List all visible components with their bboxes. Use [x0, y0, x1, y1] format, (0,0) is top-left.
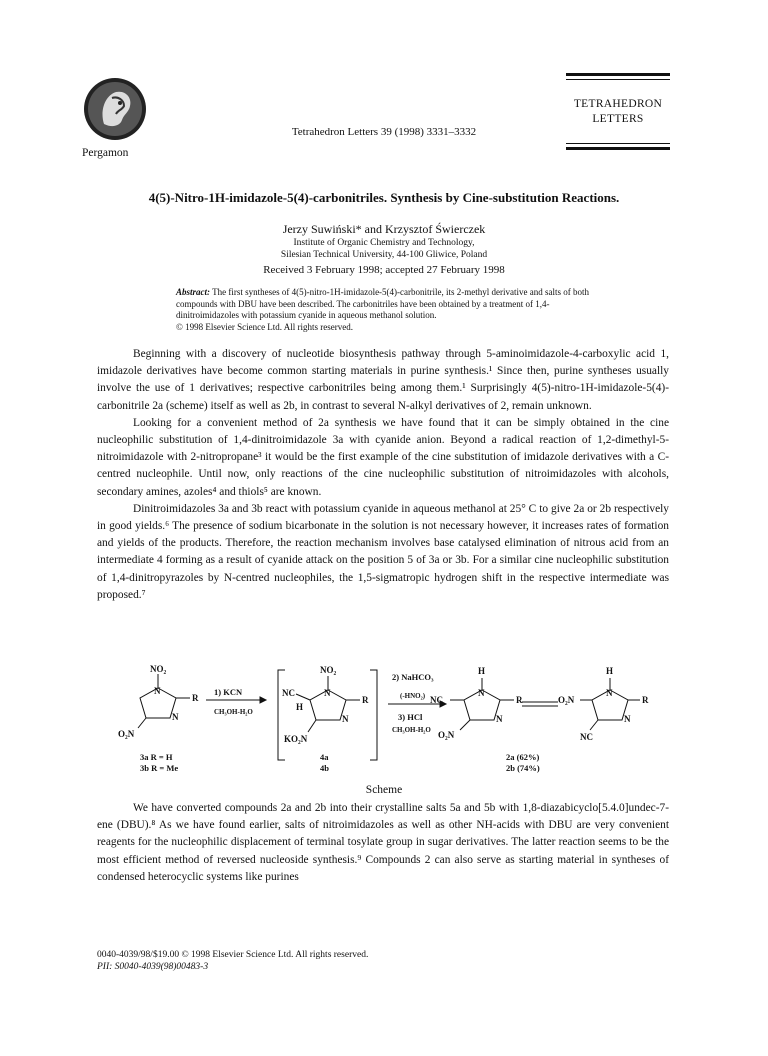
group-label: O₂N	[438, 730, 455, 740]
header-rule-top	[566, 73, 670, 76]
affiliation-line1: Institute of Organic Chemistry and Technology,	[293, 238, 475, 248]
journal-citation: Tetrahedron Letters 39 (1998) 3331–3332	[291, 126, 477, 138]
header-rule-bottom	[566, 147, 670, 150]
abstract-copyright: © 1998 Elsevier Science Ltd. All rights reserved.	[176, 321, 354, 332]
publisher-name: Pergamon	[82, 147, 129, 159]
solvent-label: CH₃OH-H₂O	[214, 708, 253, 716]
body-paragraph: Beginning with a discovery of nucleotide biosynthesis pathway through 5-aminoimidazole-4-carboxylic acid 1, imidazole derivatives have become common starting materials in purine synthesis.¹ Since then, purine syntheses usually involve the use of 1 derivatives; respective carbonitriles being among them.¹ Surprisingly 4(5)-nitro-1H-imidazole-5(4)-carbonitrile 2a (scheme) itself as well as 2b, in contrast to several N-alkyl derivatives of 2, remain unknown.	[97, 348, 669, 412]
atom-label: N	[324, 688, 331, 698]
atom-label: N	[154, 686, 161, 696]
atom-label: N	[172, 712, 179, 722]
group-label: R	[362, 695, 369, 705]
atom-label: N	[496, 714, 503, 724]
abstract	[176, 287, 596, 333]
journal-name	[566, 97, 670, 127]
group-label: NO₂	[320, 665, 337, 675]
journal-name-line2: LETTERS	[592, 113, 644, 125]
received-dates: Received 3 February 1998; accepted 27 February 1998	[263, 264, 505, 276]
body-paragraph: Looking for a convenient method of 2a synthesis we have found that it can be simply obtained in the cine nucleophilic substitution of 1,4-dinitroimidazole 3a with cyanide anion. Beyond a radical reaction of 1,2-dimethyl-5-nitroimidazole with 2-nitropropane³ it would be the first example of the cine substitution of imidazole derivatives with a C-centred nucleophile. Until now, only reactions of the cine nucleophilic substitution of nitroimidazoles with alcohols, secondary amines, azoles⁴ and thiols⁵ are known.	[97, 416, 669, 498]
atom-label: H	[478, 666, 486, 676]
reagent-label: 1) KCN	[214, 687, 243, 697]
atom-label: N	[478, 688, 485, 698]
reagent-label: 3) HCl	[398, 712, 423, 722]
group-label: O₂N	[558, 695, 575, 705]
footer-pii: PII: S0040-4039(98)00483-3	[97, 962, 209, 972]
atom-label: N	[342, 714, 349, 724]
authors: Jerzy Suwiński* and Krzysztof Świerczek	[282, 222, 486, 236]
scheme-caption: Scheme	[365, 784, 403, 796]
body-paragraph: Dinitroimidazoles 3a and 3b react with potassium cyanide in aqueous methanol at 25° C to give 2a or 2b respectively in good yields.⁶ The presence of sodium bicarbonate in the solution is not necessary however, it increases rates of formation and yields of the products. Therefore, the reaction mechanism involves base catalysed elimination of nitrous acid from an intermediate 4 forming as a result of cyanide attack on the position 5 of 3a or 3b. For a similar cine nucleophilic substitution of 1,4-dinitropyrazoles by N-centred nucleophiles, the 1,5-sigmatropic hydrogen shift in the respective intermediate was proposed.⁷	[97, 502, 669, 601]
compound-label: 3b R = Me	[140, 763, 179, 773]
reaction-scheme	[110, 660, 660, 780]
footer-copyright: 0040-4039/98/$19.00 © 1998 Elsevier Science Ltd. All rights reserved.	[97, 950, 369, 960]
header-rule-top-thin	[566, 79, 670, 80]
footer	[97, 949, 368, 973]
header-rule-bottom-thin	[566, 143, 670, 144]
reagent-label: 2) NaHCO₃	[392, 672, 434, 682]
atom-label: H	[296, 702, 304, 712]
atom-label: H	[606, 666, 614, 676]
journal-name-line1: TETRAHEDRON	[573, 98, 663, 110]
group-label: NC	[282, 688, 295, 698]
group-label: NO₂	[150, 664, 167, 674]
note-label: (-HNO₂)	[400, 692, 426, 700]
atom-label: N	[606, 688, 613, 698]
abstract-text: The first syntheses of 4(5)-nitro-1H-imidazole-5(4)-carbonitrile, its 2-methyl derivative and salts of both compounds with DBU have been described. The carbonitriles have been obtained by a treatment of 1,4-dinitroimidazoles with potassium cyanide in aqueous methanol solution.	[176, 287, 590, 320]
group-label: NC	[430, 695, 443, 705]
compound-label: 2b (74%)	[506, 763, 540, 773]
group-label: NC	[580, 732, 593, 742]
group-label: R	[192, 693, 199, 703]
atom-label: N	[624, 714, 631, 724]
paper-title: 4(5)-Nitro-1H-imidazole-5(4)-carbonitriles. Synthesis by Cine-substitution Reactions.	[148, 190, 620, 205]
body-paragraph: We have converted compounds 2a and 2b into their crystalline salts 5a and 5b with 1,8-diazabicyclo[5.4.0]undec-7-ene (DBU).⁸ As we have found earlier, salts of nitroimidazoles as well as other NH-acids with DBU are very convenient reagents for the nucleophilic displacement of terminal tosylate group in sugar derivatives. The latter reaction seems to be the most efficient method of reversed nucleoside synthesis.⁹ Compounds 2 can also serve as starting material in syntheses of condensed heterocyclic systems like purines	[97, 802, 669, 883]
group-label: KO₂N	[284, 734, 308, 744]
affiliation-line2: Silesian Technical University, 44-100 Gliwice, Poland	[280, 250, 488, 260]
compound-label: 4b	[320, 763, 329, 773]
compound-label: 2a (62%)	[506, 752, 540, 762]
abstract-label: Abstract:	[176, 287, 211, 297]
compound-label: 3a R = H	[140, 752, 173, 762]
body-text-section1	[97, 346, 669, 604]
group-label: O₂N	[118, 729, 135, 739]
group-label: R	[642, 695, 649, 705]
body-text-section2	[97, 800, 669, 886]
solvent-label: CH₃OH-H₂O	[392, 726, 431, 734]
group-label: R	[516, 695, 523, 705]
affiliation	[0, 237, 768, 261]
compound-label: 4a	[320, 752, 329, 762]
